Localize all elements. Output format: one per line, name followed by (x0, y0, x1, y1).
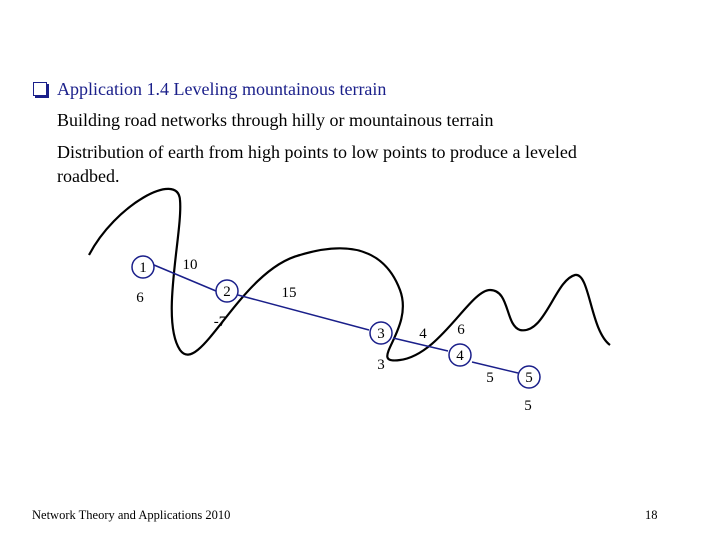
supply-node-3: 3 (377, 357, 385, 373)
node-1 (132, 256, 154, 278)
edge-4-5 (472, 362, 518, 373)
body-line-2: Distribution of earth from high points to low points to produce a leveled (57, 142, 577, 162)
edge-label-2-3: 15 (281, 285, 297, 301)
supply-node-5: 5 (524, 398, 532, 414)
edge-label-4-5: 5 (486, 370, 494, 386)
node-3-label: 3 (377, 326, 385, 342)
supply-node-4: 6 (457, 322, 465, 338)
footer-text: Network Theory and Applications 2010 (32, 508, 231, 522)
edge-2-3 (238, 295, 369, 330)
supply-node-1: 6 (136, 290, 144, 306)
node-2-label: 2 (223, 284, 231, 300)
node-5-label: 5 (525, 370, 533, 386)
node-1-label: 1 (139, 260, 147, 276)
edge-label-3-4: 4 (419, 326, 427, 342)
body-line-1: Building road networks through hilly or mountainous terrain (57, 110, 494, 130)
terrain-curve (89, 189, 610, 361)
node-5 (518, 366, 540, 388)
node-4 (449, 344, 471, 366)
body-line-3: roadbed. (57, 166, 120, 186)
slide-title: Application 1.4 Leveling mountainous terrain (57, 79, 387, 99)
edge-label-1-2: 10 (182, 257, 198, 273)
page-number: 18 (645, 508, 658, 522)
supply-node-2: -7 (213, 314, 227, 330)
node-3 (370, 322, 392, 344)
node-4-label: 4 (456, 348, 464, 364)
node-2 (216, 280, 238, 302)
